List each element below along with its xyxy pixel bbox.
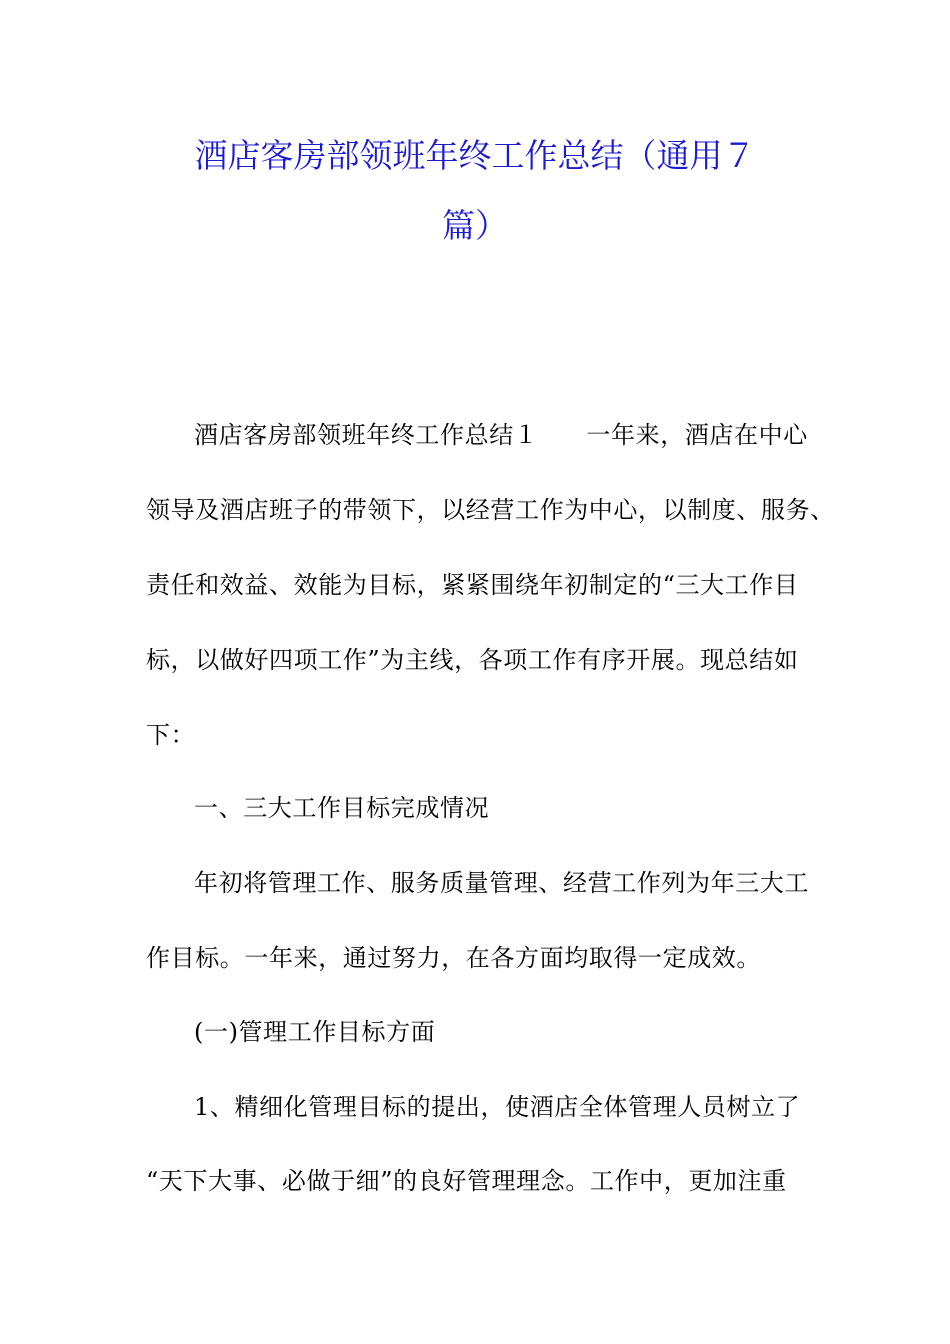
paragraph-line: 1、精细化管理目标的提出，使酒店全体管理人员树立了: [194, 1093, 801, 1121]
subsection-heading: (一)管理工作目标方面: [194, 1018, 436, 1046]
paragraph-line: 作目标。一年来，通过努力，在各方面均取得一定成效。: [146, 944, 761, 972]
document-title-line-1: 酒店客房部领班年终工作总结（通用７: [194, 136, 756, 175]
paragraph-line: [194, 420, 884, 450]
paragraph-text: 一年来，酒店在中心: [586, 421, 808, 449]
paragraph-line: 年初将管理工作、服务质量管理、经营工作列为年三大工: [194, 869, 809, 897]
paragraph-line: 下：: [146, 721, 196, 749]
section-heading-1: 酒店客房部领班年终工作总结１: [194, 421, 539, 449]
section-heading: 一、三大工作目标完成情况: [194, 794, 490, 822]
paragraph-line: 领导及酒店班子的带领下，以经营工作为中心，以制度、服务、: [146, 496, 835, 524]
document-title-line-2: 篇）: [442, 206, 508, 245]
paragraph-line: “天下大事、必做于细”的良好管理理念。工作中，更加注重: [146, 1167, 787, 1195]
paragraph-line: 责任和效益、效能为目标，紧紧围绕年初制定的“三大工作目: [146, 571, 799, 599]
paragraph-line: 标，以做好四项工作”为主线，各项工作有序开展。现总结如: [146, 646, 799, 674]
